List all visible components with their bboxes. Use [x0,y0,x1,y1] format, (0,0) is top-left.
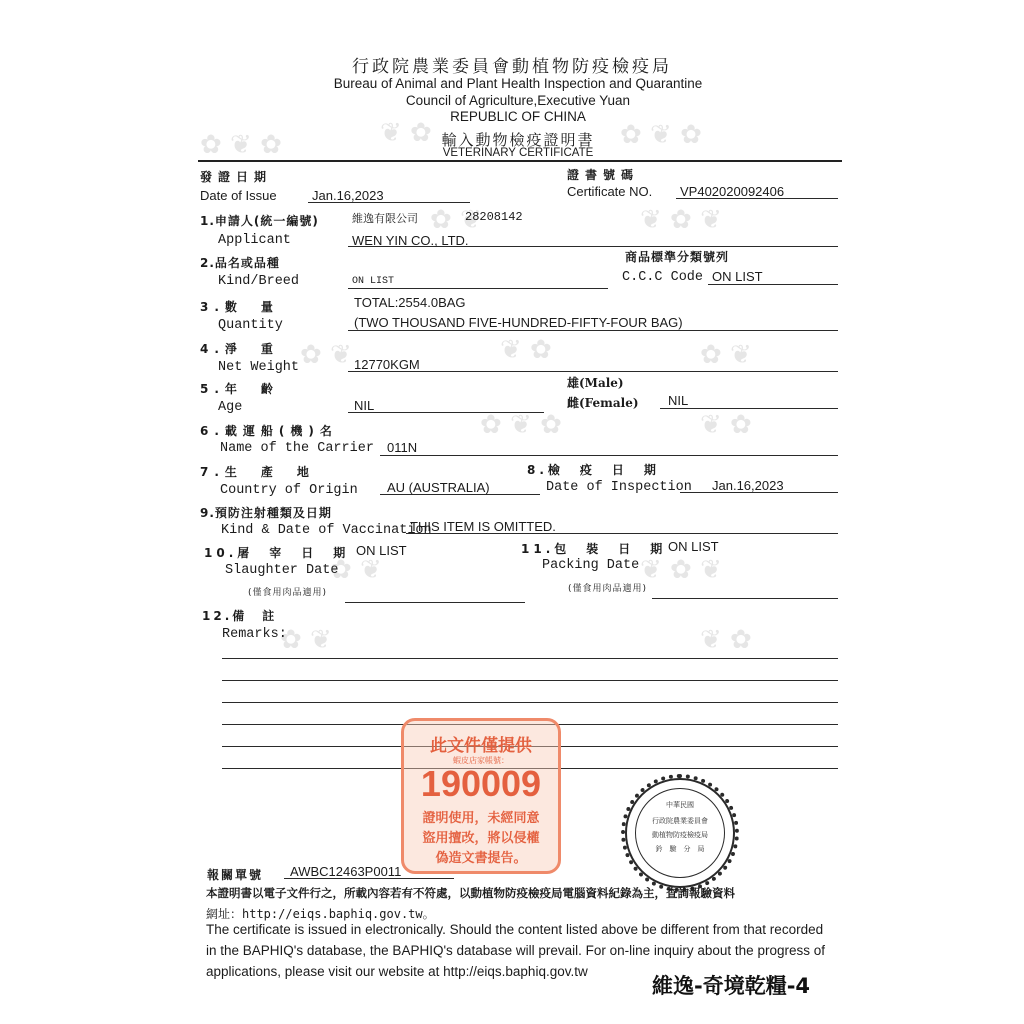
carrier-value: 011N [387,440,418,455]
female-label: 雌(Female) [567,396,639,410]
applicant-name-en: WEN YIN CO., LTD. [352,233,469,248]
note-zh-line-1: 本證明書以電子文件行之，所載內容若有不符處，以動植物防疫檢疫局電腦資料紀錄為主，查詢報驗資料 [206,886,735,900]
slaughter-value: ON LIST [356,543,407,558]
age-value: NIL [354,398,375,413]
vaccination-label-en: Kind & Date of Vaccination [221,523,432,538]
header-divider [198,160,842,162]
origin-value: AU (AUSTRALIA) [387,480,490,495]
official-seal [625,778,735,888]
certificate-title-en: VETERINARY CERTIFICATE [442,147,594,159]
document-caption: 維逸-奇境乾糧-4 [652,974,811,998]
quantity-label-en: Quantity [218,318,283,333]
cert-number-label-en: Certificate NO. [567,184,653,199]
seal-line-1: 行政院農業委員會 [652,817,708,825]
net-weight-value: 12770KGM [354,357,420,372]
slaughter-note: (僅食用肉品適用) [248,588,328,598]
stamp-line-3: 證明使用，未經同意 [422,811,540,826]
quantity-value: TOTAL:2554.0BAG [354,295,466,310]
slaughter-label-en: Slaughter Date [225,563,339,578]
packing-label-en: Packing Date [542,558,640,573]
kind-label-zh: 2.品名或品種 [200,256,280,270]
issue-date-label-zh: 發證日期 [200,170,273,184]
stamp-number: 190009 [420,763,542,804]
note-en-line-3: applications, please visit our website at http://eiqs.baphiq.gov.tw [206,964,588,979]
remarks-label-zh: 12.備 註 [202,609,278,623]
kind-value: ON LIST [352,276,395,287]
vaccination-label-zh: 9.預防注射種類及日期 [200,506,332,520]
stamp-line-1: 此文件僅提供 [430,736,532,756]
ccc-label-zh: 商品標準分類號列 [625,250,730,264]
origin-label-zh: 7.生 產 地 [200,465,315,479]
applicant-label-en: Applicant [218,233,291,248]
issue-date-label-en: Date of Issue [200,188,277,203]
inspection-label-en: Date of Inspection [546,480,692,495]
kind-label-en: Kind/Breed [218,274,300,289]
republic-name: REPUBLIC OF CHINA [450,109,586,124]
note-en-line-1: The certificate is issued in electronically. Should the content listed above be different from that recorded [206,922,824,937]
quantity-value-words: (TWO THOUSAND FIVE-HUNDRED-FIFTY-FOUR BAG) [354,315,683,330]
applicant-label-zh: 1.申請人(統一編號) [200,214,319,228]
customs-value: AWBC12463P0011 [290,864,402,879]
stamp-line-5: 偽造文書提告。 [435,851,527,866]
cert-number-label-zh: 證書號碼 [567,168,640,182]
cert-number-value: VP402020092406 [680,184,785,199]
council-name-en: Council of Agriculture,Executive Yuan [405,93,631,108]
seal-line-3: 鈐 驗 分 局 [655,845,705,853]
net-weight-label-zh: 4.淨 重 [200,342,279,356]
ccc-label-en: C.C.C Code [622,270,704,285]
copy-protection-stamp [401,718,561,874]
slaughter-label-zh: 10.屠 宰 日 期 [204,546,350,560]
issue-date-value: Jan.16,2023 [312,188,384,203]
packing-label-zh: 11.包 裝 日 期 [521,542,667,556]
age-label-zh: 5.年 齡 [200,382,279,396]
seal-top-text: 中華民國 [666,801,694,809]
origin-label-en: Country of Origin [220,483,358,498]
note-en-line-2: in the BAPHIQ's database, the BAPHIQ's database will prevail. For on-line inquiry about the progress of [206,943,825,958]
net-weight-label-en: Net Weight [218,360,300,375]
age-label-en: Age [218,400,243,415]
carrier-label-en: Name of the Carrier [220,441,374,456]
quantity-label-zh: 3.數 量 [200,300,279,314]
stamp-line-4: 盜用擅改，將以侵權 [422,831,540,846]
stamp-line-2: 蝦皮店家帳號： [453,756,509,765]
seal-line-2: 動植物防疫檢疫局 [652,831,708,839]
packing-note: (僅食用肉品適用) [568,584,648,594]
inspection-value: Jan.16,2023 [712,478,784,493]
certificate-title-zh: 輸入動物檢疫證明書 [441,131,595,149]
applicant-name-zh: 維逸有限公司 [352,212,418,225]
carrier-label-zh: 6.載運船(機)名 [200,424,338,438]
note-zh-line-2: 網址：http://eiqs.baphiq.gov.tw。 [206,907,435,921]
remarks-label-en: Remarks: [222,627,287,642]
inspection-label-zh: 8.檢 疫 日 期 [527,463,660,477]
applicant-id: 28208142 [465,210,523,224]
male-label: 雄(Male) [567,376,624,390]
customs-label: 報關單號 [207,868,264,882]
sex-value: NIL [668,393,689,408]
packing-value: ON LIST [668,539,719,554]
agency-name-en: Bureau of Animal and Plant Health Inspection and Quarantine [333,76,703,91]
agency-name-zh: 行政院農業委員會動植物防疫檢疫局 [352,57,672,77]
ccc-value: ON LIST [712,269,763,284]
vaccination-value: THIS ITEM IS OMITTED. [410,519,556,534]
